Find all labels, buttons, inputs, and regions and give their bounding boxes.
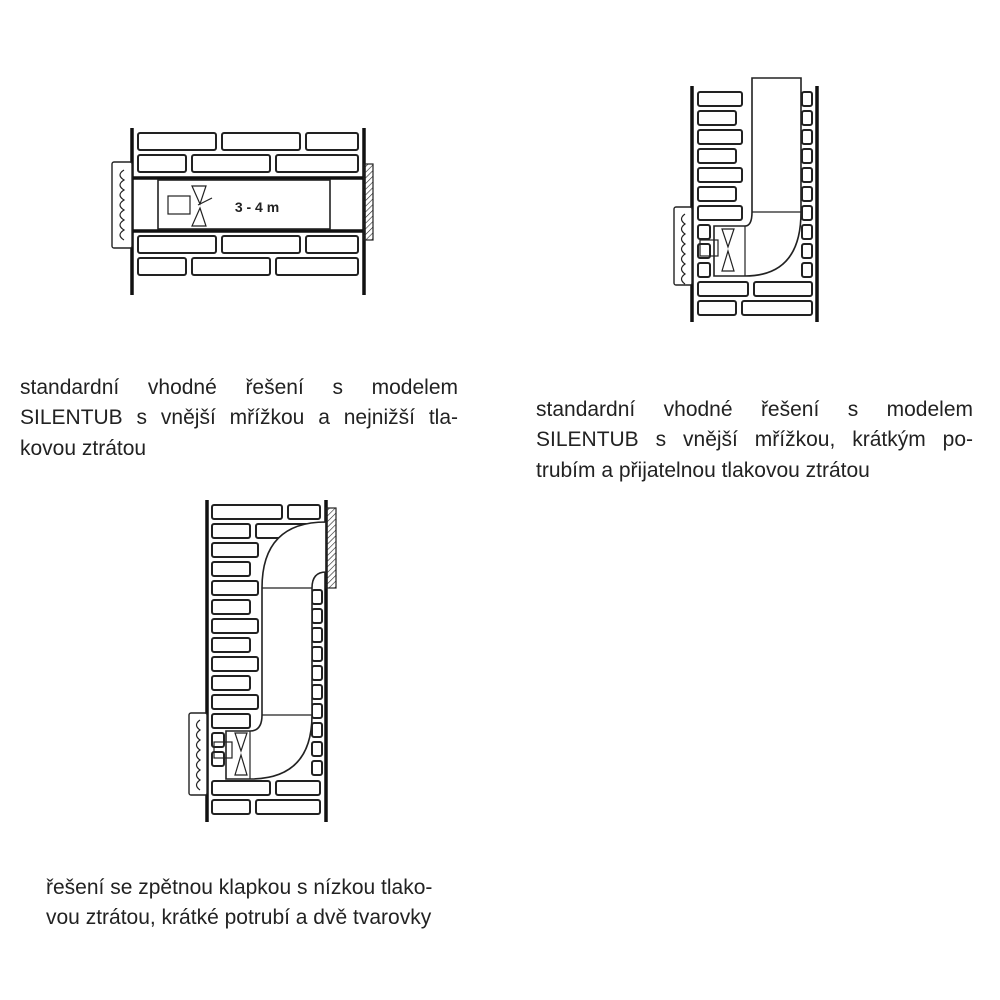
caption-line: SILENTUB s vnější mřížkou a nejnižší tla- [20, 406, 458, 430]
caption-line: SILENTUB s vnější mřížkou, krátkým po- [536, 428, 973, 452]
caption-line: standardní vhodné řešení s modelem [20, 376, 458, 399]
caption-line: kovou ztrátou [20, 436, 147, 460]
interior-grille [674, 207, 692, 285]
interior-grille [112, 162, 132, 248]
dimension-label: 3 - 4 m [234, 199, 280, 215]
caption-one-elbow [536, 395, 973, 486]
caption-two-elbows [46, 873, 486, 934]
diagram-straight-through-wall [112, 128, 373, 295]
caption-line: standardní vhodné řešení s modelem [536, 398, 973, 421]
exterior-grille [364, 164, 373, 240]
exterior-grille [326, 508, 336, 588]
interior-grille [189, 713, 207, 795]
caption-line: trubím a přijatelnou tlakovou ztrátou [536, 458, 870, 482]
diagram-two-elbows [189, 500, 336, 822]
caption-line: řešení se zpětnou klapkou s nízkou tlako- [46, 876, 433, 899]
diagram-one-elbow [674, 78, 817, 322]
caption-line: vou ztrátou, krátké potrubí a dvě tvarovky [46, 906, 432, 930]
caption-straight-through-wall [20, 373, 458, 464]
